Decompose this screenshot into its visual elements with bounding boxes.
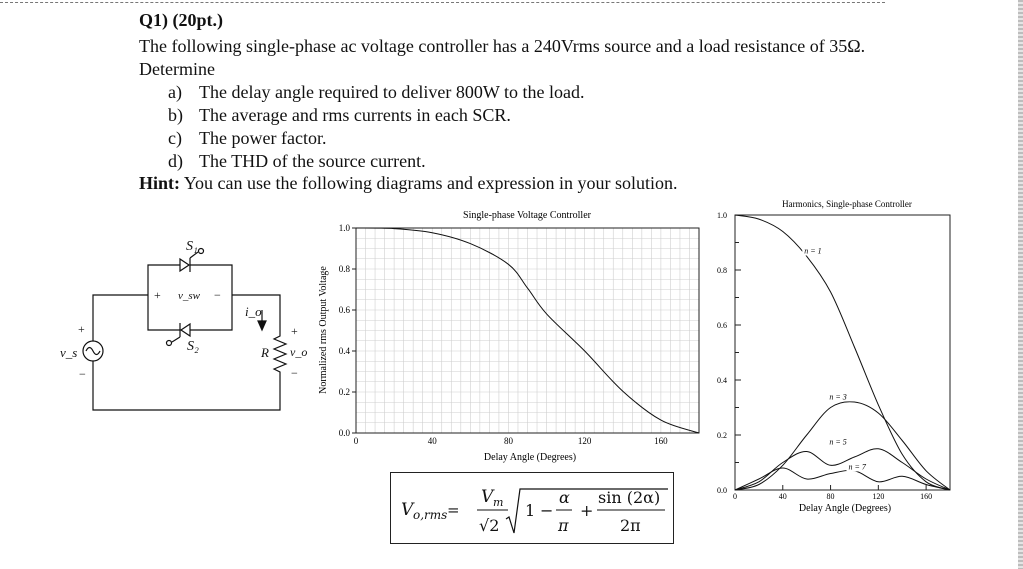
vs-label: v_s: [60, 345, 78, 360]
formula-2pi: 2π: [620, 516, 641, 535]
formula-one: 1: [525, 501, 536, 520]
chart2-xlabel: Delay Angle (Degrees): [798, 503, 892, 514]
y-tick-label: 0.2: [717, 431, 727, 440]
formula-lhs-sub: o,rms: [413, 508, 448, 522]
y-tick-label: 0.8: [717, 266, 727, 275]
formula-sqrt2: √2: [479, 516, 500, 535]
x-tick-label: 80: [503, 436, 513, 446]
x-tick-label: 120: [577, 436, 592, 446]
formula-alpha: α: [559, 488, 570, 507]
series-label: n = 1: [804, 246, 822, 256]
scr1-label: S₁: [186, 239, 198, 254]
formula-equals: =: [447, 501, 460, 519]
series-label: n = 3: [829, 392, 847, 402]
series-line: [735, 215, 950, 490]
y-tick-label: 1.0: [338, 223, 350, 233]
series-label: n = 7: [848, 462, 866, 472]
y-tick-label: 0.4: [717, 376, 727, 385]
x-tick-label: 40: [427, 436, 437, 446]
vo-label: v_o: [290, 345, 308, 359]
formula-vm: V: [481, 487, 494, 507]
part-label: b): [168, 105, 183, 125]
part-text: The delay angle required to deliver 800W to the load.: [199, 82, 585, 102]
x-tick-label: 160: [920, 492, 933, 501]
formula-lhs: V: [401, 500, 414, 520]
y-tick-label: 0.6: [338, 305, 350, 315]
vsw-minus: −: [214, 288, 221, 302]
part-text: The power factor.: [199, 128, 327, 148]
x-tick-label: 40: [778, 492, 787, 501]
vo-minus: −: [291, 366, 298, 380]
chart1-ylabel: Normalized rms Output Voltage: [318, 266, 329, 394]
formula-sin2a: sin (2α): [598, 488, 661, 507]
hint-label: Hint:: [139, 173, 181, 193]
part-label: c): [168, 128, 182, 148]
question-body: The following single-phase ac voltage controller has a 240Vrms source and a load resistance of 35Ω. Determine: [139, 36, 866, 79]
y-tick-label: 1.0: [717, 211, 727, 220]
y-tick-label: 0.8: [338, 264, 350, 274]
vo-plus: +: [291, 324, 298, 338]
chart2-title: Harmonics, Single-phase Controller: [782, 199, 912, 209]
formula-pi: π: [558, 516, 569, 535]
chart1-title: Single-phase Voltage Controller: [463, 210, 591, 221]
vo-rms-formula: [390, 472, 674, 544]
part-text: The THD of the source current.: [199, 151, 426, 171]
x-tick-label: 80: [826, 492, 835, 501]
hint-text: You can use the following diagrams and expression in your solution.: [183, 173, 678, 193]
series-label: n = 5: [829, 437, 847, 447]
part-label: a): [168, 82, 182, 102]
y-tick-label: 0.4: [338, 346, 350, 356]
series-line: [735, 449, 950, 490]
formula-vm-sub: m: [493, 496, 504, 509]
question-title: Q1) (20pt.): [139, 10, 223, 30]
x-tick-label: 120: [872, 492, 885, 501]
scr2-label: S₂: [187, 339, 199, 354]
io-label: i_o: [245, 304, 262, 319]
r-label: R: [261, 345, 269, 360]
vs-minus: −: [79, 367, 86, 381]
formula-plus: +: [580, 501, 594, 520]
y-tick-label: 0.6: [717, 321, 727, 330]
formula-minus: −: [540, 501, 554, 520]
y-tick-label: 0.2: [338, 387, 350, 397]
chart1-xlabel: Delay Angle (Degrees): [483, 452, 577, 463]
x-tick-label: 0: [353, 436, 359, 446]
part-label: d): [168, 151, 183, 171]
y-tick-label: 0.0: [717, 486, 727, 495]
x-tick-label: 160: [654, 436, 668, 446]
plot-frame: [735, 215, 950, 490]
part-text: The average and rms currents in each SCR.: [199, 105, 511, 125]
x-tick-label: 0: [733, 492, 737, 501]
vsw-plus: +: [154, 288, 161, 302]
y-tick-label: 0.0: [338, 428, 350, 438]
vsw-label: v_sw: [178, 290, 200, 302]
vs-plus: +: [78, 322, 85, 336]
